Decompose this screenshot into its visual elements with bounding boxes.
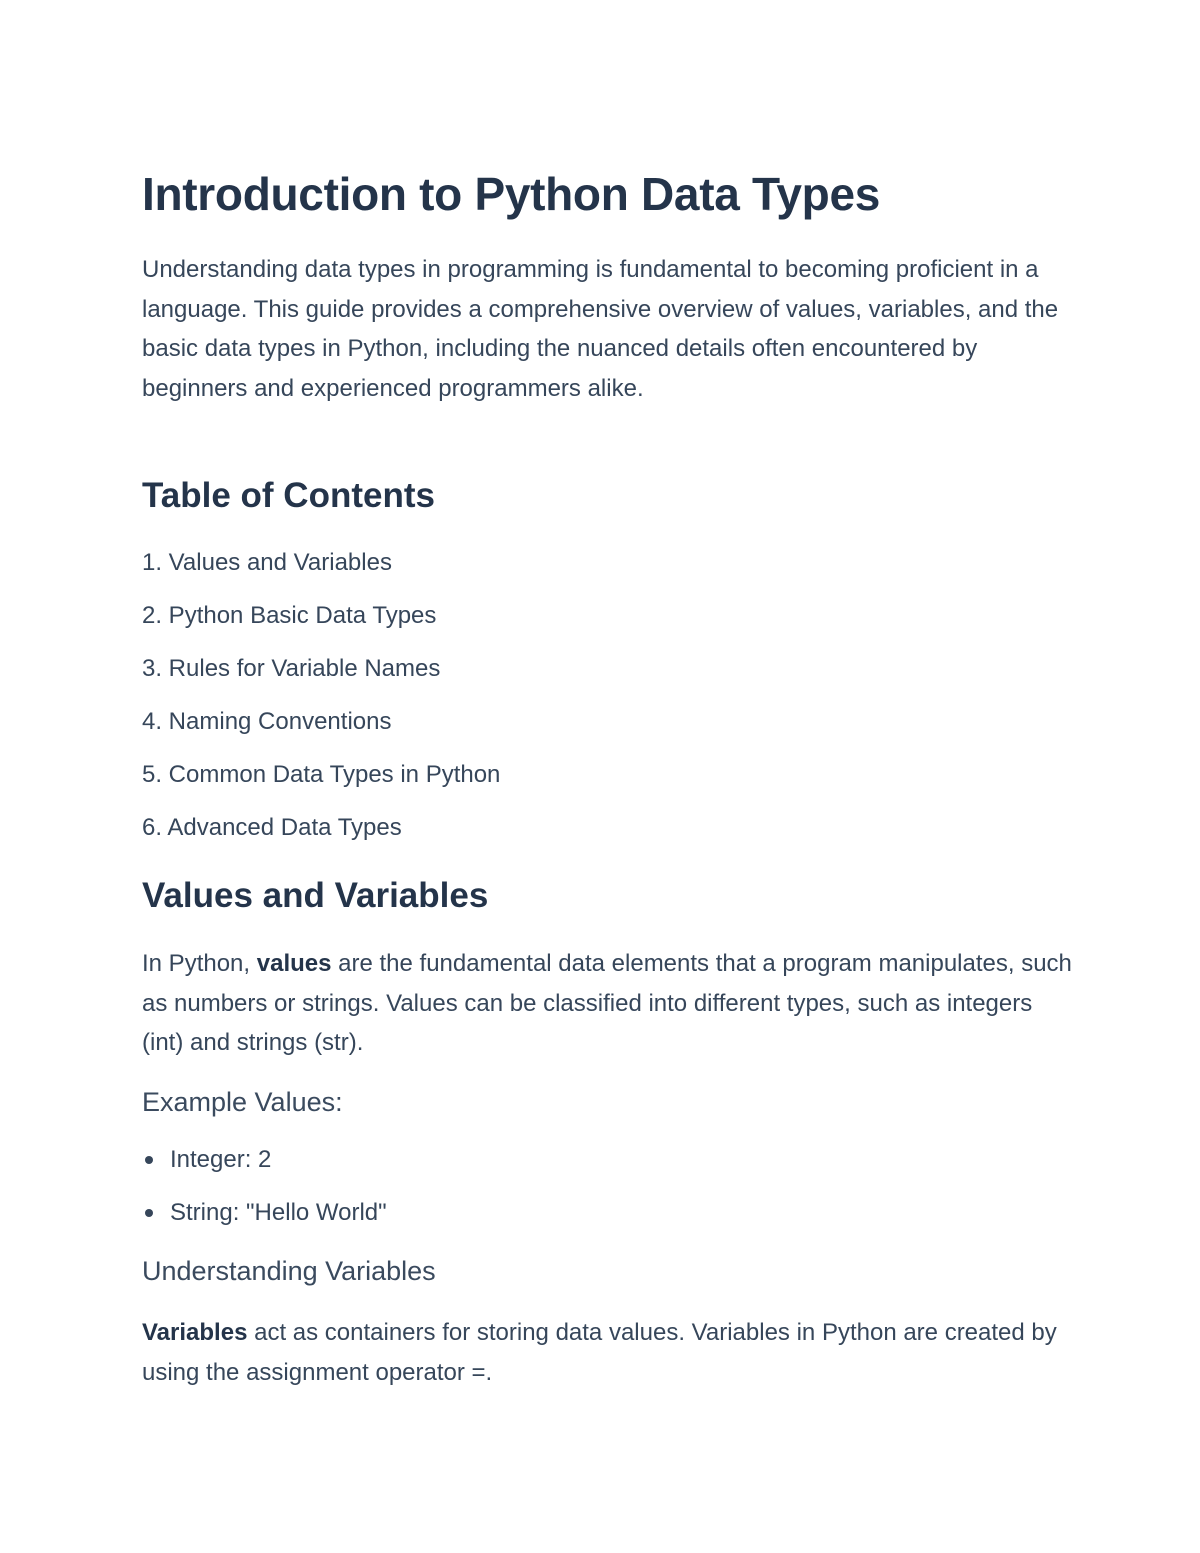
toc-heading: Table of Contents bbox=[142, 476, 435, 515]
understanding-variables-heading: Understanding Variables bbox=[142, 1256, 436, 1286]
page-title: Introduction to Python Data Types bbox=[142, 168, 881, 220]
example-values-heading: Example Values: bbox=[142, 1087, 343, 1117]
toc-item-basic-data-types: 2. Python Basic Data Types bbox=[142, 602, 437, 629]
values-bold-term: values bbox=[256, 950, 332, 977]
bullet-icon bbox=[145, 1209, 153, 1217]
example-values-list bbox=[142, 1140, 387, 1246]
list-item bbox=[142, 1140, 387, 1193]
example-string: String: "Hello World" bbox=[170, 1199, 387, 1226]
values-paragraph-rest: are the fundamental data elements that a program manipulates, such as numbers or strings. Values can be classified into different types, such as integers (int) and strings (str). bbox=[142, 950, 1072, 1056]
table-of-contents bbox=[142, 543, 500, 861]
values-section-heading: Values and Variables bbox=[142, 876, 489, 915]
example-integer: Integer: 2 bbox=[170, 1146, 272, 1173]
variables-paragraph-rest: act as containers for storing data values. Variables in Python are created by using the assignment operator =. bbox=[142, 1319, 1057, 1386]
toc-item-naming-conventions: 4. Naming Conventions bbox=[142, 708, 392, 735]
toc-item-advanced-data-types: 6. Advanced Data Types bbox=[142, 814, 402, 841]
values-paragraph bbox=[142, 944, 1072, 1063]
bullet-icon bbox=[145, 1156, 153, 1164]
toc-item-common-data-types: 5. Common Data Types in Python bbox=[142, 761, 501, 788]
values-paragraph-prefix: In Python, bbox=[142, 950, 257, 977]
toc-item-variable-name-rules: 3. Rules for Variable Names bbox=[142, 655, 441, 682]
variables-paragraph bbox=[142, 1313, 1072, 1392]
list-item bbox=[142, 1193, 387, 1246]
variables-bold-term: Variables bbox=[142, 1319, 248, 1346]
intro-paragraph: Understanding data types in programming is fundamental to becoming proficient in a language. This guide provides a comprehensive overview of values, variables, and the basic data types in Python, including the nuanced details often encountered by beginners and experienced programmers alike. bbox=[142, 256, 1059, 402]
toc-item-values-and-variables: 1. Values and Variables bbox=[142, 549, 392, 576]
